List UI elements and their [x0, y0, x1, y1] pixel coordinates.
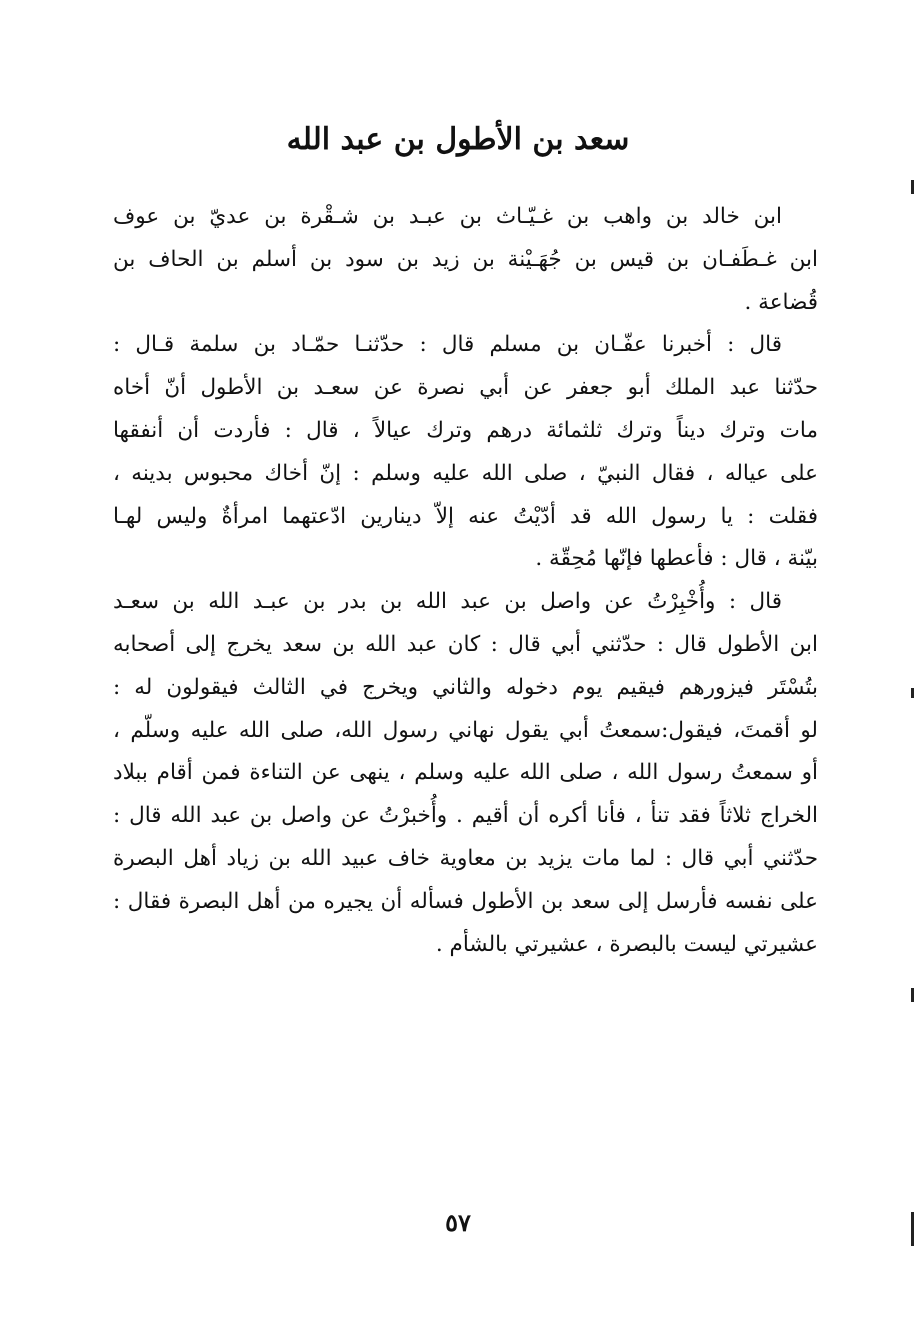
text-line: حدّثني أبي قال : لما مات يزيد بن معاوية خاف عبيد الله بن زياد أهل البصرة: [113, 845, 818, 871]
scan-edge-mark: [911, 988, 914, 1002]
page-title: سعد بن الأطول بن عبد الله: [286, 122, 630, 157]
scan-edge-mark: [911, 1212, 914, 1246]
text-line: ابن الأطول قال : حدّثني أبي قال : كان عبد الله بن سعد يخرج إلى أصحابه: [113, 631, 818, 657]
text-line: مات وترك ديناً وترك ثلثمائة درهم وترك عيالاً ، قال : فأردت أن أنفقها: [113, 417, 818, 443]
text-line: الخراج ثلاثاً فقد تنأ ، فأنا أكره أن أقيم . وأُخبرْتُ عن واصل بن عبد الله قال :: [113, 803, 819, 829]
text-line: قال : وأُخْبِرْتُ عن واصل بن عبد الله بن بدر بن عبـد الله بن سعـد: [113, 589, 782, 615]
text-line: قال : أخبرنا عفّـان بن مسلم قال : حدّثنـا حمّـاد بن سلمة قـال :: [113, 332, 782, 358]
scan-edge-mark: [911, 180, 914, 194]
text-line: على نفسه فأرسل إلى سعد بن الأطول فسأله أن يجيره من أهل البصرة فقال :: [113, 888, 818, 914]
text-line: ابن غـطَفـان بن قيس بن جُهَـيْنة بن زيد بن سود بن أسلم بن الحاف بن: [113, 246, 818, 272]
body-text: [113, 196, 818, 966]
text-line: ابن خالد بن واهب بن غـيّـاث بن عبـد بن شـقْرة بن عديّ بن عوف: [113, 204, 782, 229]
text-line: فقلت : يا رسول الله قد أدّيْتُ عنه إلاّ دينارين ادّعتهما امرأةٌ وليس لهـا: [113, 503, 818, 529]
text-line: أو سمعتُ رسول الله ، صلى الله عليه وسلم ، ينهى عن التناءة فمن أقام ببلاد: [113, 760, 818, 786]
scan-edge-mark: [911, 688, 914, 698]
text-line: بتُسْتَر فيزورهم فيقيم يوم دخوله والثاني ويخرج في الثالث فيقولون له :: [113, 674, 818, 700]
text-line: لو أقمتَ، فيقول:سمعتُ أبي يقول نهاني رسول الله، صلى الله عليه وسلّم ،: [113, 717, 818, 743]
text-line: حدّثنا عبد الملك أبو جعفر عن أبي نصرة عن سعـد بن الأطول أنّ أخاه: [113, 375, 818, 401]
text-line: بيّنة ، قال : فأعطها فإنّها مُحِقّة .: [535, 546, 818, 572]
text-line: على عياله ، فقال النبيّ ، صلى الله عليه وسلم : إنّ أخاك محبوس بدينه ،: [113, 460, 818, 486]
text-line: قُضاعة .: [744, 289, 818, 315]
page-number: ٥٧: [445, 1208, 471, 1237]
text-line: عشيرتي ليست بالبصرة ، عشيرتي بالشأم .: [435, 931, 818, 957]
